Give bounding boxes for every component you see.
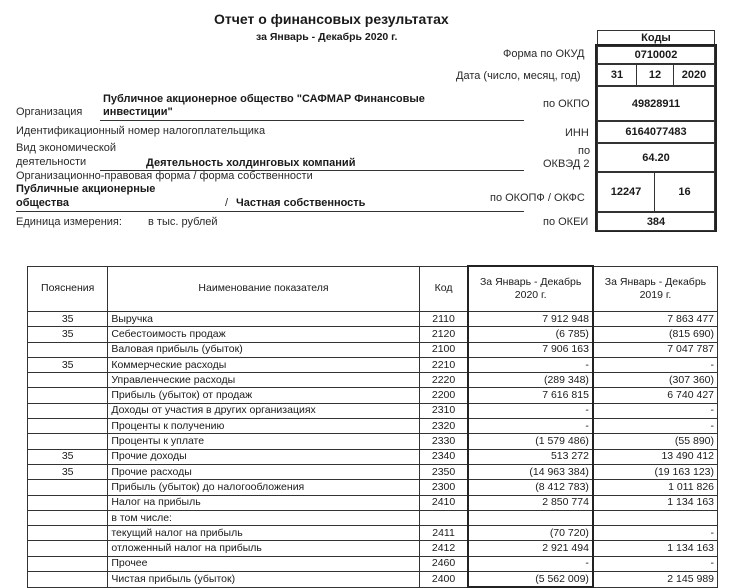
previous-value-cell: 13 490 412 [593,449,718,464]
date-day: 31 [597,64,637,86]
legal-form-label: Организационно-правовая форма / форма собственности [16,170,313,182]
explanation-cell: 35 [28,449,108,464]
inn-label-left: Идентификационный номер налогоплательщика [16,125,266,137]
code-cell: 2400 [419,572,468,588]
table-row [28,403,718,418]
explanation-cell [28,480,108,495]
financial-results-table [27,265,718,588]
legal-form-value-line2: общества [16,197,70,209]
code-cell: 2350 [419,464,468,479]
org-label: Организация [16,106,83,118]
table-body [28,312,718,588]
indicator-cell: Проценты к уплате [108,434,419,449]
activity-label-line2: деятельности [16,156,87,168]
indicator-cell: Управленческие расходы [108,373,419,388]
table-row [28,373,718,388]
date-month: 12 [636,64,674,86]
indicator-cell: Себестоимость продаж [108,327,419,342]
report-period: за Январь - Декабрь 2020 г. [256,31,398,43]
inn-value: 6164077483 [597,121,715,143]
org-underline [100,120,524,121]
previous-value-cell: 1 134 163 [593,495,718,510]
unit-label: Единица измерения: [16,216,122,228]
indicator-cell: Выручка [108,312,419,327]
table-row [28,480,718,495]
explanation-cell: 35 [28,312,108,327]
current-value-cell: (1 579 486) [468,434,593,449]
previous-value-cell: - [593,403,718,418]
previous-value-cell: 1 011 826 [593,480,718,495]
explanation-cell [28,495,108,510]
explanation-cell [28,556,108,571]
table-row [28,464,718,479]
col-current-period: За Январь - Декабрь 2020 г. [468,266,593,312]
current-value-cell: (6 785) [468,327,593,342]
indicator-cell: Налог на прибыль [108,495,419,510]
current-value-cell: (70 720) [468,526,593,541]
code-cell: 2200 [419,388,468,403]
date-year: 2020 [673,64,715,86]
previous-value-cell: 6 740 427 [593,388,718,403]
okei-value: 384 [597,212,715,231]
ownership-value: Частная собственность [236,197,366,209]
col-code: Код [419,266,468,312]
table-row [28,510,718,525]
okved-label-line2: ОКВЭД 2 [543,158,590,170]
indicator-cell: Проценты к получению [108,419,419,434]
indicator-cell: Прибыль (убыток) до налогообложения [108,480,419,495]
previous-value-cell: (55 890) [593,434,718,449]
code-cell: 2310 [419,403,468,418]
explanation-cell [28,373,108,388]
date-label: Дата (число, месяц, год) [456,70,581,82]
previous-value-cell: (815 690) [593,327,718,342]
previous-value-cell: 7 047 787 [593,342,718,357]
indicator-cell: Прочее [108,556,419,571]
table-row [28,388,718,403]
table-row [28,342,718,357]
code-cell: 2411 [419,526,468,541]
codes-header: Коды [597,30,715,45]
code-cell: 2460 [419,556,468,571]
table-row [28,434,718,449]
table-row [28,419,718,434]
code-cell: 2120 [419,327,468,342]
code-cell [419,510,468,525]
current-value-cell: - [468,556,593,571]
indicator-cell: отложенный налог на прибыль [108,541,419,556]
okopf-label: по ОКОПФ / ОКФС [490,192,585,204]
okud-label: Форма по ОКУД [503,48,585,60]
indicator-cell: Доходы от участия в других организациях [108,403,419,418]
previous-value-cell: 2 145 989 [593,572,718,588]
indicator-cell: Коммерческие расходы [108,357,419,372]
org-name-line1: Публичное акционерное общество "САФМАР Финансовые [103,93,425,105]
activity-label-line1: Вид экономической [16,142,117,154]
previous-value-cell: - [593,357,718,372]
code-cell: 2320 [419,419,468,434]
explanation-cell [28,342,108,357]
okopf-value: 12247 [597,172,655,212]
current-value-cell [468,510,593,525]
okpo-value: 49828911 [597,86,715,121]
okved-value: 64.20 [597,143,715,172]
indicator-cell: в том числе: [108,510,419,525]
previous-value-cell: - [593,419,718,434]
table-row [28,495,718,510]
explanation-cell [28,388,108,403]
explanation-cell: 35 [28,327,108,342]
table-row [28,572,718,588]
inn-label: ИНН [565,127,589,139]
previous-value-cell: (307 360) [593,373,718,388]
legal-form-separator: / [225,197,229,209]
table-row [28,541,718,556]
current-value-cell: 7 616 815 [468,388,593,403]
explanation-cell [28,541,108,556]
current-value-cell: 7 912 948 [468,312,593,327]
previous-value-cell: - [593,556,718,571]
org-name-line2: инвестиции" [103,106,173,118]
table-row [28,357,718,372]
explanation-cell [28,403,108,418]
table-header-row [28,266,718,312]
col-previous-period: За Январь - Декабрь 2019 г. [593,266,718,312]
current-value-cell: (289 348) [468,373,593,388]
previous-value-cell: 1 134 163 [593,541,718,556]
current-value-cell: - [468,403,593,418]
okved-label-line1: по [578,145,591,157]
indicator-cell: Валовая прибыль (убыток) [108,342,419,357]
explanation-cell [28,510,108,525]
code-cell: 2220 [419,373,468,388]
table-row [28,526,718,541]
previous-value-cell: (19 163 123) [593,464,718,479]
indicator-cell: Прочие доходы [108,449,419,464]
okei-label: по ОКЕИ [543,216,589,228]
current-value-cell: 7 906 163 [468,342,593,357]
explanation-cell: 35 [28,357,108,372]
previous-value-cell: 7 863 477 [593,312,718,327]
legal-form-value-line1: Публичные акционерные [16,183,156,195]
code-cell: 2300 [419,480,468,495]
code-cell: 2340 [419,449,468,464]
code-cell: 2410 [419,495,468,510]
code-cell: 2210 [419,357,468,372]
legal-form-underline [16,211,524,212]
table-row [28,556,718,571]
explanation-cell [28,572,108,588]
okpo-label: по ОКПО [543,98,590,110]
unit-value: в тыс. рублей [148,216,218,228]
code-cell: 2110 [419,312,468,327]
col-indicator: Наименование показателя [108,266,419,312]
indicator-cell: текущий налог на прибыль [108,526,419,541]
current-value-cell: - [468,357,593,372]
indicator-cell: Чистая прибыль (убыток) [108,572,419,588]
explanation-cell [28,434,108,449]
current-value-cell: 2 921 494 [468,541,593,556]
report-title: Отчет о финансовых результатах [214,11,449,27]
okud-value: 0710002 [597,46,715,64]
col-explanations: Пояснения [28,266,108,312]
code-cell: 2330 [419,434,468,449]
table-row [28,312,718,327]
code-cell: 2412 [419,541,468,556]
current-value-cell: (14 963 384) [468,464,593,479]
explanation-cell [28,526,108,541]
previous-value-cell [593,510,718,525]
indicator-cell: Прибыль (убыток) от продаж [108,388,419,403]
current-value-cell: 2 850 774 [468,495,593,510]
indicator-cell: Прочие расходы [108,464,419,479]
table-row [28,327,718,342]
current-value-cell: (5 562 009) [468,572,593,588]
okfs-value: 16 [654,172,715,212]
explanation-cell: 35 [28,464,108,479]
code-cell: 2100 [419,342,468,357]
previous-value-cell: - [593,526,718,541]
table-row [28,449,718,464]
current-value-cell: - [468,419,593,434]
current-value-cell: 513 272 [468,449,593,464]
activity-value: Деятельность холдинговых компаний [146,157,356,169]
current-value-cell: (8 412 783) [468,480,593,495]
explanation-cell [28,419,108,434]
